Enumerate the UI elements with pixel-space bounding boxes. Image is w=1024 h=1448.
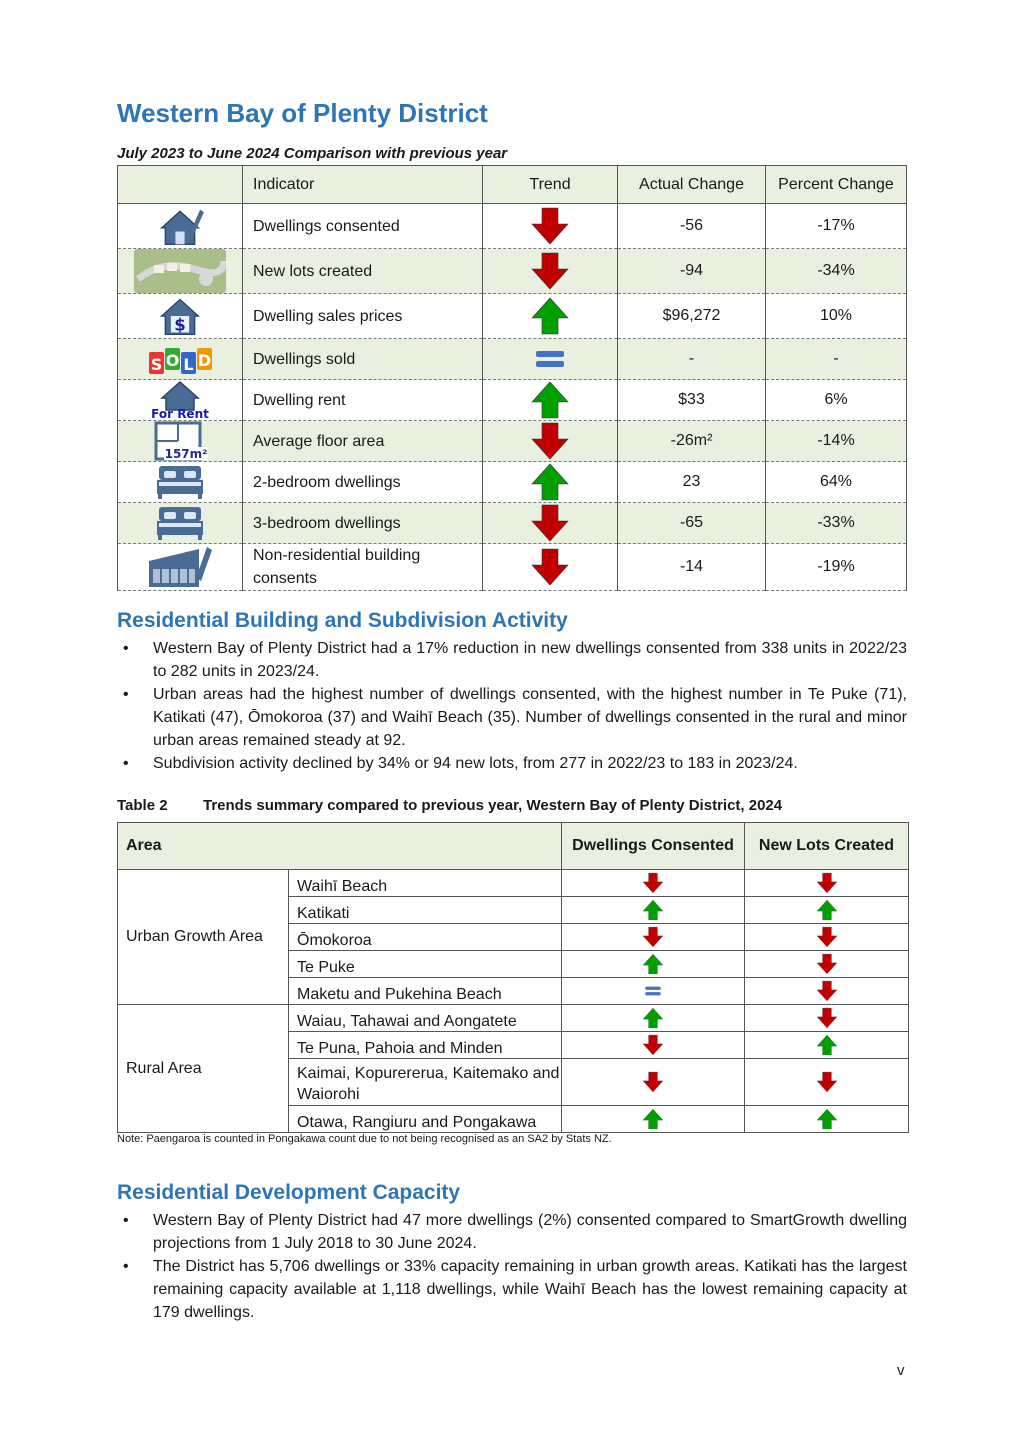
list-item: • Western Bay of Plenty District had a 17% reduction in new dwellings consented from 338 units in 2022/23 to 282 units in 2023/24.: [117, 637, 907, 683]
trends-header-row: [118, 823, 909, 870]
trend-cell: [483, 503, 618, 544]
down-arrow-icon: [816, 1071, 838, 1093]
table-row: [118, 249, 907, 294]
trend-cell: [483, 249, 618, 294]
sa2-area-name: Maketu and Pukehina Beach: [289, 978, 562, 1005]
table2-caption: [117, 797, 782, 814]
indicator-icon-cell: [118, 544, 243, 591]
svg-text:D: D: [197, 351, 212, 370]
development-capacity-bullets: [117, 1209, 907, 1324]
house-for-rent-icon: [148, 380, 212, 420]
svg-text:$: $: [174, 315, 186, 335]
commercial-building-pencil-icon: [145, 545, 215, 589]
indicator-name: Dwellings sold: [243, 339, 483, 380]
indicator-name: 3-bedroom dwellings: [243, 503, 483, 544]
up-arrow-icon: [642, 953, 664, 975]
bed-icon: [155, 464, 205, 500]
indicator-name: Dwelling sales prices: [243, 294, 483, 339]
area-column-header: Area: [118, 823, 562, 870]
dwellings-trend-cell: [562, 924, 745, 951]
house-dollar-icon: [150, 294, 210, 338]
percent-change: 6%: [766, 380, 907, 421]
percent-change: 64%: [766, 462, 907, 503]
lots-column-header: New Lots Created: [745, 823, 909, 870]
table-row: [118, 462, 907, 503]
table2-caption-text: Trends summary compared to previous year, Western Bay of Plenty District, 2024: [203, 797, 783, 814]
table2-note: Note: Paengaroa is counted in Pongakawa count due to not being recognised as an SA2 by Stats NZ.: [117, 1133, 612, 1145]
up-arrow-icon: [642, 1108, 664, 1130]
sa2-area-name: Waihī Beach: [289, 870, 562, 897]
indicator-icon-cell: [118, 294, 243, 339]
indicator-name: Average floor area: [243, 421, 483, 462]
lots-trend-cell: [745, 1005, 909, 1032]
svg-text:O: O: [165, 351, 180, 370]
sa2-area-name: Kaimai, Kopurererua, Kaitemako and Waiorohi: [289, 1059, 562, 1106]
svg-text:L: L: [183, 355, 194, 374]
floor-plan-icon: [150, 421, 210, 461]
lots-trend-cell: [745, 870, 909, 897]
percent-change: -33%: [766, 503, 907, 544]
percent-change: -34%: [766, 249, 907, 294]
indicator-icon-cell: [118, 380, 243, 421]
down-arrow-icon: [816, 1007, 838, 1029]
actual-change: $96,272: [618, 294, 766, 339]
up-arrow-icon: [816, 899, 838, 921]
lots-trend-cell: [745, 897, 909, 924]
page-number: v: [897, 1362, 905, 1379]
lots-trend-cell: [745, 1059, 909, 1106]
down-arrow-icon: [530, 206, 570, 246]
sa2-area-name: Otawa, Rangiuru and Pongakawa: [289, 1106, 562, 1133]
table-row: [118, 380, 907, 421]
trend-cell: [483, 339, 618, 380]
indicators-subtitle: July 2023 to June 2024 Comparison with previous year: [117, 145, 508, 162]
actual-change-column-header: Actual Change: [618, 166, 766, 204]
actual-change: -94: [618, 249, 766, 294]
trend-cell: [483, 462, 618, 503]
area-group-label: Urban Growth Area: [118, 870, 289, 1005]
icon-column-header: [118, 166, 243, 204]
list-item: • The District has 5,706 dwellings or 33% capacity remaining in urban growth areas. Katikati has the largest remaining capacity available at 1,118 dwellings, while Waihī Beach has the lowest remaining capacity at 179 dwellings.: [117, 1255, 907, 1324]
percent-change: -14%: [766, 421, 907, 462]
indicators-header-row: [118, 166, 907, 204]
list-item: • Western Bay of Plenty District had 47 more dwellings (2%) consented compared to SmartGrowth dwelling projections from 1 July 2018 to 30 June 2024.: [117, 1209, 907, 1255]
indicator-name: Non-residential building consents: [243, 544, 483, 591]
svg-text:157m²: 157m²: [164, 447, 208, 461]
subdivision-map-icon: [134, 249, 226, 293]
sa2-area-name: Te Puna, Pahoia and Minden: [289, 1032, 562, 1059]
building-activity-bullets: [117, 637, 907, 775]
trend-cell: [483, 380, 618, 421]
up-arrow-icon: [530, 462, 570, 502]
indicators-table: [117, 165, 907, 591]
percent-change: -19%: [766, 544, 907, 591]
indicator-icon-cell: [118, 249, 243, 294]
indicator-icon-cell: [118, 204, 243, 249]
svg-text:S: S: [150, 355, 163, 374]
dwellings-trend-cell: [562, 951, 745, 978]
lots-trend-cell: [745, 924, 909, 951]
up-arrow-icon: [816, 1108, 838, 1130]
list-item: • Subdivision activity declined by 34% or 94 new lots, from 277 in 2022/23 to 183 in 2023/24.: [117, 752, 907, 775]
actual-change: -14: [618, 544, 766, 591]
table-row: [118, 1005, 909, 1032]
sa2-area-name: Te Puke: [289, 951, 562, 978]
dwellings-trend-cell: [562, 978, 745, 1005]
dwellings-trend-cell: [562, 1032, 745, 1059]
percent-change-column-header: Percent Change: [766, 166, 907, 204]
up-arrow-icon: [530, 296, 570, 336]
down-arrow-icon: [642, 872, 664, 894]
table-row: [118, 421, 907, 462]
lots-trend-cell: [745, 1032, 909, 1059]
trends-summary-table: [117, 822, 909, 1133]
svg-text:For Rent: For Rent: [151, 407, 209, 420]
equal-trend-icon: [642, 980, 664, 1002]
down-arrow-icon: [816, 926, 838, 948]
indicator-icon-cell: [118, 462, 243, 503]
trend-column-header: Trend: [483, 166, 618, 204]
up-arrow-icon: [642, 1007, 664, 1029]
sa2-area-name: Waiau, Tahawai and Aongatete: [289, 1005, 562, 1032]
bed-icon: [155, 505, 205, 541]
down-arrow-icon: [530, 503, 570, 543]
indicator-name: Dwellings consented: [243, 204, 483, 249]
section-heading-building-activity: Residential Building and Subdivision Activity: [117, 609, 568, 632]
trend-cell: [483, 544, 618, 591]
house-pencil-icon: [150, 204, 210, 248]
trend-cell: [483, 294, 618, 339]
indicator-icon-cell: [118, 421, 243, 462]
down-arrow-icon: [642, 926, 664, 948]
indicator-name: Dwelling rent: [243, 380, 483, 421]
dwellings-column-header: Dwellings Consented: [562, 823, 745, 870]
area-group-label: Rural Area: [118, 1005, 289, 1133]
percent-change: -17%: [766, 204, 907, 249]
actual-change: -: [618, 339, 766, 380]
indicator-column-header: Indicator: [243, 166, 483, 204]
table2-label: Table 2: [117, 797, 168, 814]
sa2-area-name: Katikati: [289, 897, 562, 924]
table-row: [118, 503, 907, 544]
down-arrow-icon: [530, 547, 570, 587]
table-row: [118, 544, 907, 591]
equal-trend-icon: [530, 339, 570, 379]
down-arrow-icon: [530, 421, 570, 461]
table-row: [118, 204, 907, 249]
actual-change: -56: [618, 204, 766, 249]
table-row: [118, 339, 907, 380]
trend-cell: [483, 204, 618, 249]
dwellings-trend-cell: [562, 1005, 745, 1032]
indicator-name: New lots created: [243, 249, 483, 294]
lots-trend-cell: [745, 978, 909, 1005]
actual-change: -65: [618, 503, 766, 544]
indicator-icon-cell: [118, 339, 243, 380]
down-arrow-icon: [530, 251, 570, 291]
actual-change: 23: [618, 462, 766, 503]
trend-cell: [483, 421, 618, 462]
down-arrow-icon: [642, 1071, 664, 1093]
dwellings-trend-cell: [562, 1059, 745, 1106]
down-arrow-icon: [816, 980, 838, 1002]
down-arrow-icon: [816, 953, 838, 975]
table-row: [118, 294, 907, 339]
indicator-name: 2-bedroom dwellings: [243, 462, 483, 503]
up-arrow-icon: [530, 380, 570, 420]
down-arrow-icon: [816, 872, 838, 894]
up-arrow-icon: [816, 1034, 838, 1056]
actual-change: -26m²: [618, 421, 766, 462]
down-arrow-icon: [642, 1034, 664, 1056]
section-heading-development-capacity: Residential Development Capacity: [117, 1181, 461, 1204]
actual-change: $33: [618, 380, 766, 421]
lots-trend-cell: [745, 1106, 909, 1133]
indicator-icon-cell: [118, 503, 243, 544]
dwellings-trend-cell: [562, 1106, 745, 1133]
dwellings-trend-cell: [562, 870, 745, 897]
table-row: [118, 870, 909, 897]
page-title: Western Bay of Plenty District: [117, 98, 488, 128]
sold-sign-icon: [147, 340, 213, 378]
up-arrow-icon: [642, 899, 664, 921]
dwellings-trend-cell: [562, 897, 745, 924]
percent-change: 10%: [766, 294, 907, 339]
list-item: • Urban areas had the highest number of dwellings consented, with the highest number in Te Puke (71), Katikati (47), Ōmokoroa (37) and Waihī Beach (35). Number of dwellings consented in the rural and minor urban areas remained steady at 92.: [117, 683, 907, 752]
percent-change: -: [766, 339, 907, 380]
sa2-area-name: Ōmokoroa: [289, 924, 562, 951]
lots-trend-cell: [745, 951, 909, 978]
